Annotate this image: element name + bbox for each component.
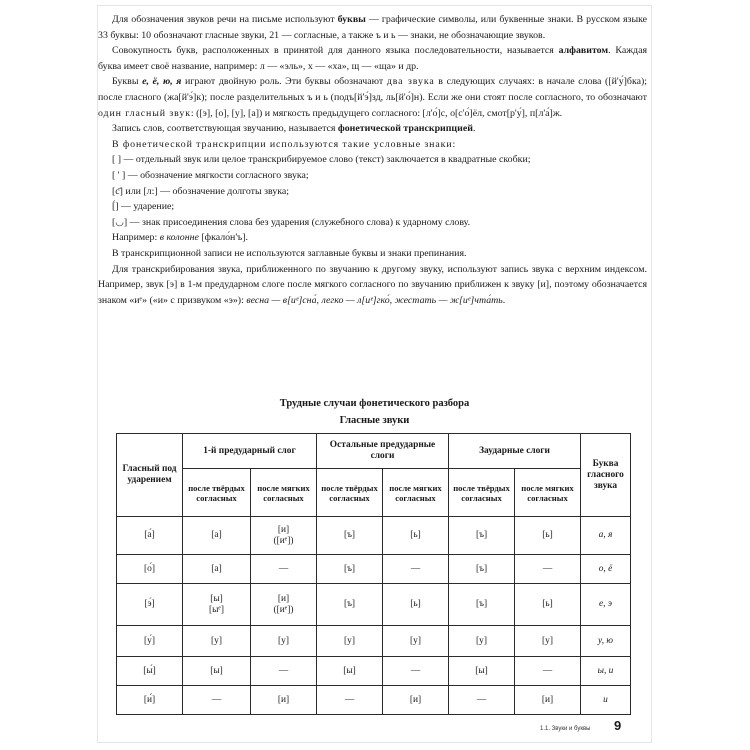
sound-cell: [ъ] (449, 517, 515, 555)
letter-cell: е, э (581, 584, 631, 626)
paragraph-transcription: Запись слов, соответствующая звучанию, называется фонетической транскрипцией. (112, 123, 476, 135)
stressed-vowel-cell: [а́] (117, 517, 183, 555)
table-row (117, 626, 631, 657)
sound-cell: [ь] (515, 517, 581, 555)
sound-cell: [и] (251, 686, 317, 715)
table-row (117, 517, 631, 555)
sign-softness: [ ' ] — обозначение мягкости согласного звука; (112, 169, 309, 181)
header-post-tonic: Заударные слоги (449, 434, 581, 469)
subheader-hard: после твёрдых согласных (183, 469, 251, 517)
paragraph-superscript: Для транскрибирования звука, приближенного по звучанию к другому звуку, используют запись звука с верхним индексом. Например, звук [э] в 1-м предударном слоге после мягкого согласного по звучанию приближен к звуку [и], поэтому обозначается знаком «иᵉ» («и» с призвуком «э»): весна — в[иᵉ]сна́, легко — л[иᵉ]гко́, жестать — ж[иᵉ]чта́ть. (98, 263, 647, 306)
header-other-pretonic: Остальные предударные слоги (317, 434, 449, 469)
letter-cell: и (581, 686, 631, 715)
letter-cell: о, ё (581, 555, 631, 584)
sound-cell: [ъ] (317, 555, 383, 584)
table-subheader-row (117, 469, 631, 517)
stressed-vowel-cell: [и́] (117, 686, 183, 715)
sound-cell: [ь] (515, 584, 581, 626)
paragraph-alphabet: Совокупность букв, расположенных в принятой для данного языка последовательности, называется алфавитом. Каждая буква имеет своё название, например: л — «эль», х — «ха», щ — «ща» и др. (98, 45, 647, 72)
letter-cell: ы, и (581, 657, 631, 686)
sound-cell: [ь] (383, 517, 449, 555)
textbook-page (98, 6, 651, 742)
body-text (98, 12, 647, 308)
stressed-vowel-cell: [э́] (117, 584, 183, 626)
subheader-hard: после твёрдых согласных (317, 469, 383, 517)
sound-cell: — (251, 657, 317, 686)
header-vowel-letter: Буква гласного звука (581, 434, 631, 517)
sound-cell: [у] (449, 626, 515, 657)
footer-section: 1.1. Звуки и буквы (540, 726, 591, 732)
header-stressed-vowel: Гласный под ударением (117, 434, 183, 517)
sound-cell: — (383, 657, 449, 686)
sound-cell: [ы] [ыᵉ] (183, 584, 251, 626)
paragraph-letters: Для обозначения звуков речи на письме используют буквы — графические символы, или буквенные знаки. В русском языке 33 буквы: 10 обозначают гласные звуки, 21 — согласные, а также ъ и ь — знаки, не обозначающие звуков. (98, 14, 648, 41)
subheader-soft: после мягких согласных (383, 469, 449, 517)
sound-cell: [а] (183, 517, 251, 555)
paragraph-double-role: Буквы е, ё, ю, я играют двойную роль. Эти буквы обозначают два звука в следующих случаях: в начале слова ([й'у́]бка); после гласного (жа[й'э́]к); после разделительных ъ и ь (подъ[й'э́]зд, ль[й'о́]н). Если же они стоят после согласного, то обозначают один гласный звук: ([э], [о], [у], [а]) и мягкость предыдущего согласного: [л'о́]с, о[с'о́]ёл, смот[р'у́], п[л'а́]ж. (98, 76, 648, 119)
sound-cell: [и] ([иᵉ]) (251, 584, 317, 626)
sound-cell: — (251, 555, 317, 584)
sound-cell: [у] (183, 626, 251, 657)
sound-cell: [ы] (317, 657, 383, 686)
table-body (117, 517, 631, 715)
sound-cell: [ъ] (449, 584, 515, 626)
table-row (117, 555, 631, 584)
paragraph-signs-intro: В фонетической транскрипции используются такие условные знаки: (112, 138, 457, 150)
sound-cell: [и] ([иᵉ]) (251, 517, 317, 555)
table-subtitle: Гласные звуки (339, 415, 410, 426)
table-header-row (117, 434, 631, 469)
stressed-vowel-cell: [у́] (117, 626, 183, 657)
sound-cell: [у] (515, 626, 581, 657)
stressed-vowel-cell: [ы́] (117, 657, 183, 686)
table-row (117, 657, 631, 686)
header-first-pretonic: 1-й предударный слог (183, 434, 317, 469)
sound-cell: [у] (317, 626, 383, 657)
sign-length: [с̄] или [л:] — обозначение долготы звука; (112, 185, 290, 197)
subheader-hard: после твёрдых согласных (449, 469, 515, 517)
page-number: 9 (614, 718, 622, 733)
paragraph-no-capitals: В транскрипционной записи не используются заглавные буквы и знаки препинания. (112, 247, 467, 259)
sound-cell: [и] (383, 686, 449, 715)
subheader-soft: после мягких согласных (515, 469, 581, 517)
sound-cell: — (515, 555, 581, 584)
sound-cell: [ь] (383, 584, 449, 626)
table-title: Трудные случаи фонетического разбора (279, 398, 470, 409)
stressed-vowel-cell: [о́] (117, 555, 183, 584)
sound-cell: — (449, 686, 515, 715)
table-row (117, 584, 631, 626)
sound-cell: [у] (251, 626, 317, 657)
sign-link: [◡] — знак присоединения слова без ударения (служебного слова) к ударному слову. (112, 216, 471, 228)
table-row (117, 686, 631, 715)
sound-cell: [ы] (183, 657, 251, 686)
sound-cell: [а] (183, 555, 251, 584)
sound-cell: — (183, 686, 251, 715)
sound-cell: — (383, 555, 449, 584)
letter-cell: у, ю (581, 626, 631, 657)
sound-cell: [ъ] (449, 555, 515, 584)
sound-cell: [ъ] (317, 517, 383, 555)
sound-cell: — (317, 686, 383, 715)
sign-brackets: [ ] — отдельный звук или целое транскрибируемое слово (текст) заключается в квадратные скобки; (112, 154, 531, 166)
sound-cell: — (515, 657, 581, 686)
subheader-soft: после мягких согласных (251, 469, 317, 517)
sound-cell: [ы] (449, 657, 515, 686)
sound-cell: [ъ] (317, 584, 383, 626)
letter-cell: а, я (581, 517, 631, 555)
paragraph-example: Например: в колонне [фкало́н'ъ]. (112, 232, 248, 244)
sign-stress: [́] — ударение; (112, 201, 175, 213)
vowels-table (116, 433, 631, 715)
sound-cell: [и] (515, 686, 581, 715)
sound-cell: [у] (383, 626, 449, 657)
